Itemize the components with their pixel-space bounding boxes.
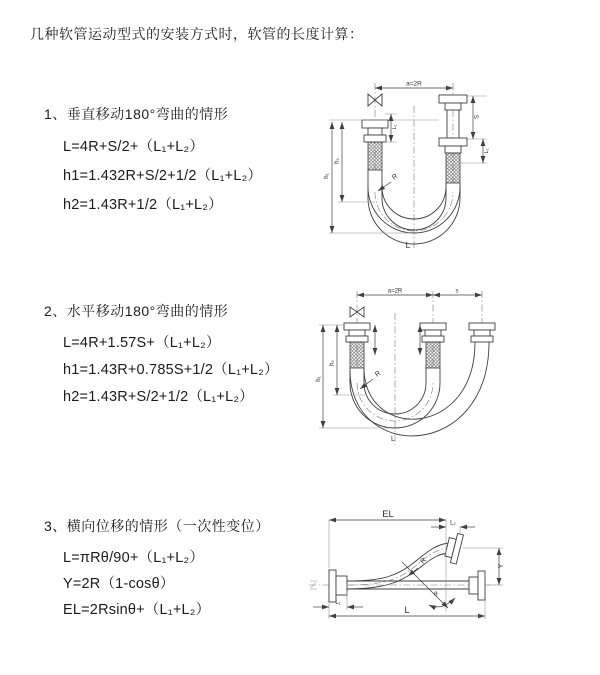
dim-label-span: a=2R: [406, 80, 422, 88]
formula-line: L=4R+S/2+（L₁+L₂）: [63, 139, 205, 155]
formula-line: h1=1.43R+0.785S+1/2（L₁+L₂）: [63, 362, 279, 378]
hose-bend-outer-moved: [350, 342, 489, 436]
valve-icon: [368, 94, 382, 106]
dim-label-el: EL: [382, 509, 394, 520]
section-horizontal-movement: [44, 301, 279, 411]
dim-label-l1: L₁: [484, 148, 490, 154]
page-title: 几种软管运动型式的安装方式时，软管的长度计算：: [30, 26, 364, 42]
hose-displaced-wall: [347, 553, 451, 589]
braided-hose-section: [368, 142, 382, 170]
radius-label: R: [374, 369, 383, 379]
right-flange-assembly-displaced: [444, 532, 464, 564]
braided-hose-section: [446, 153, 460, 183]
dim-label-stroke: s: [455, 288, 459, 295]
right-flange-assembly-upper: [439, 95, 467, 110]
section-vertical-movement: [44, 104, 262, 220]
right-flange-assembly-original: [469, 571, 485, 600]
radius-label: R: [391, 172, 400, 182]
middle-flange-assembly: [420, 323, 446, 342]
dim-label-h1: h₁: [316, 376, 322, 382]
section-2-formulas: [63, 330, 279, 411]
formula-line: L=πRθ/90+（L₁+L₂）: [63, 550, 205, 566]
formula-line: h2=1.43R+S/2+1/2（L₁+L₂）: [63, 389, 254, 405]
dim-label-span: a=2R: [387, 288, 403, 295]
section-2-heading: 2、水平移动180°弯曲的情形: [44, 303, 229, 319]
horizontal-bend-diagram: [315, 283, 600, 453]
length-label: L: [391, 436, 395, 443]
dim-label-h2: h₂: [329, 360, 336, 366]
dim-label-l1: L₁: [392, 124, 398, 130]
left-flange-assembly: [344, 323, 370, 342]
dim-label-y: Y: [498, 563, 505, 569]
dim-label-l1: L₁: [335, 600, 341, 606]
vertical-bend-diagram: [315, 70, 550, 255]
hose-centerline: [357, 383, 433, 421]
formula-line: h1=1.432R+S/2+1/2（L₁+L₂）: [63, 168, 263, 184]
section-lateral-displacement: [44, 516, 270, 623]
hose-displaced-centerline: [347, 548, 450, 585]
right-flange-assembly-lower: [439, 138, 467, 153]
length-label: L: [405, 240, 411, 250]
dim-label-s: S: [474, 114, 481, 120]
braided-hose-section: [426, 342, 440, 368]
radius-label: R: [419, 556, 428, 566]
dim-label-h1: h₁: [324, 173, 330, 179]
braided-hose-section: [350, 342, 364, 368]
dim-label-l2: L₂: [450, 520, 456, 527]
radius-leader: [378, 182, 391, 191]
moved-flange-assembly: [469, 323, 495, 342]
formula-line: h2=1.43R+1/2（L₁+L₂）: [63, 197, 223, 213]
section-3-heading: 3、横向位移的情形（一次性变位）: [44, 518, 270, 534]
dim-label-l: L: [404, 605, 410, 615]
section-1-formulas: [63, 133, 262, 220]
formula-line: EL=2Rsinθ+（L₁+L₂）: [63, 602, 211, 618]
lateral-displacement-diagram: [303, 500, 598, 650]
left-flange-assembly: [362, 120, 388, 142]
dim-label-h2: h₂: [334, 158, 341, 164]
hose-displaced-wall: [347, 543, 449, 581]
hose-bend-inner-moved: [364, 342, 475, 419]
section-3-formulas: [63, 545, 270, 623]
section-1-heading: 1、垂直移动180°弯曲的情形: [44, 106, 229, 122]
angle-label: θ: [434, 591, 438, 598]
formula-line: L=4R+1.57S+（L₁+L₂）: [63, 335, 221, 351]
left-flange-assembly: [329, 570, 347, 602]
formula-line: Y=2R（1-cosθ）: [63, 576, 175, 592]
